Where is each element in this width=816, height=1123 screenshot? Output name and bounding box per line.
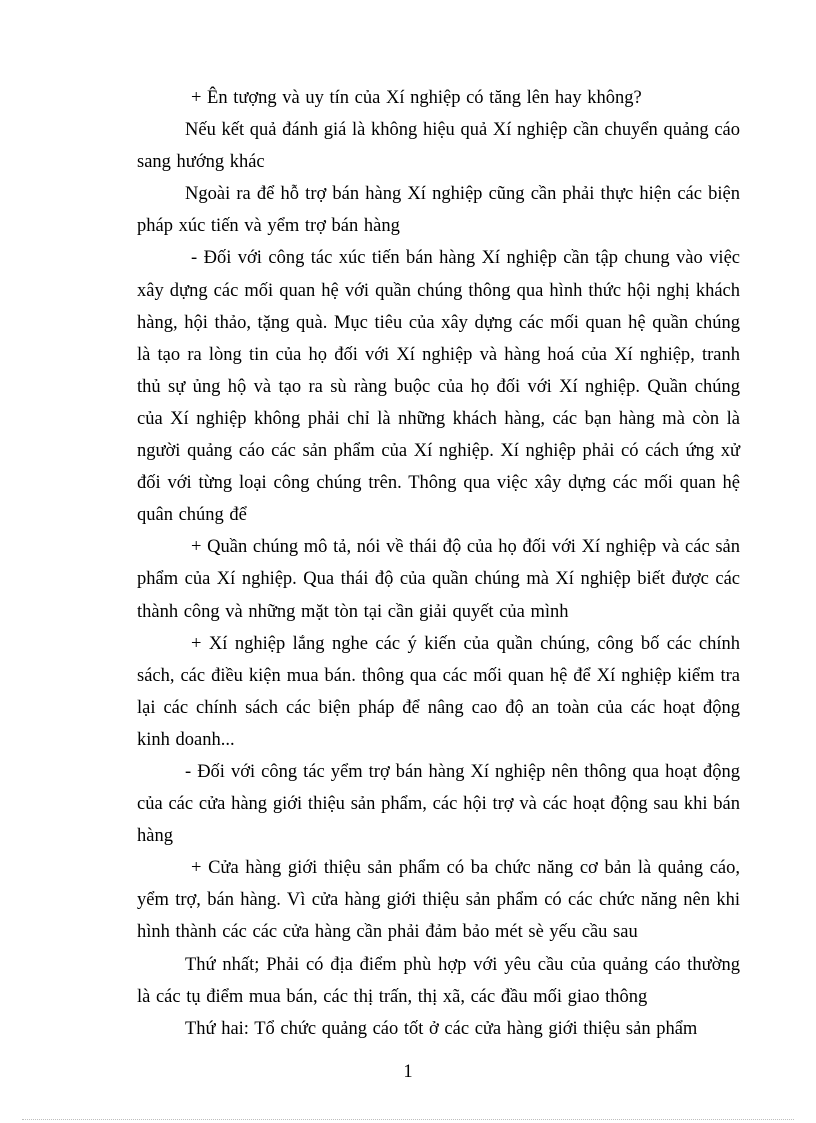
page-bottom-divider — [22, 1119, 794, 1120]
page-body — [137, 82, 740, 1045]
paragraph-showroom-functions: + Cửa hàng giới thiệu sản phẩm có ba chức năng cơ bản là quảng cáo, yểm trợ, bán hàng. Vì cửa hàng giới thiệu sản phẩm có các chức năng nên khi hình thành các các cửa hàng cần phải đảm bảo mét sè yếu cầu sau — [137, 858, 740, 943]
page-number: 1 — [403, 1062, 413, 1082]
paragraph-listen-opinions: + Xí nghiệp lắng nghe các ý kiến của quần chúng, công bố các chính sách, các điều kiện mua bán. thông qua các mối quan hệ để Xí nghiệp kiểm tra lại các chính sách các biện pháp để nâng cao độ an toàn của các hoạt động kinh doanh... — [137, 633, 740, 750]
paragraph-first-requirement: Thứ nhất; Phải có địa điểm phù hợp với yêu cầu của quảng cáo thường là các tụ điểm mua bán, các thị trấn, thị xã, các đầu mối giao thông — [137, 954, 740, 1007]
paragraph-sales-support: Ngoài ra để hỗ trợ bán hàng Xí nghiệp cũng cần phải thực hiện các biện pháp xúc tiến và yểm trợ bán hàng — [137, 184, 740, 237]
paragraph-second-requirement: Thứ hai: Tổ chức quảng cáo tốt ở các cửa hàng giới thiệu sản phẩm — [185, 1018, 698, 1039]
paragraph-public-attitude: + Quần chúng mô tả, nói về thái độ của họ đối với Xí nghiệp và các sản phẩm của Xí nghiệp. Qua thái độ của quần chúng mà Xí nghiệp biết được các thành công và những mặt tòn tại cần giải quyết của mình — [137, 537, 740, 622]
paragraph-sales-backing: - Đối với công tác yểm trợ bán hàng Xí nghiệp nên thông qua hoạt động của các cửa hàng giới thiệu sản phẩm, các hội trợ và các hoạt động sau khi bán hàng — [137, 761, 740, 847]
paragraph-sales-promotion: - Đối với công tác xúc tiến bán hàng Xí nghiệp cần tập chung vào việc xây dựng các mối quan hệ với quần chúng thông qua hình thức hội nghị khách hàng, hội thảo, tặng quà. Mục tiêu của xây dựng các mối quan hệ quần chúng là tạo ra lòng tin của họ đối với Xí nghiệp và hàng hoá của Xí nghiệp, tranh thủ sự ủng hộ và tạo ra sù ràng buộc của họ đối với Xí nghiệp. Quần chúng của Xí nghiệp không phải chỉ là những khách hàng, các bạn hàng mà còn là người quảng cáo các sản phẩm của Xí nghiệp. Xí nghiệp phải có cách ứng xử đối với từng loại công chúng trên. Thông qua việc xây dựng các mối quan hệ quân chúng để — [137, 248, 740, 526]
paragraph-impression-question: + Ên tượng và uy tín của Xí nghiệp có tăng lên hay không? — [191, 88, 642, 108]
paragraph-ineffective-result: Nếu kết quả đánh giá là không hiệu quả Xí nghiệp cần chuyển quảng cáo sang hướng khác — [137, 120, 740, 173]
